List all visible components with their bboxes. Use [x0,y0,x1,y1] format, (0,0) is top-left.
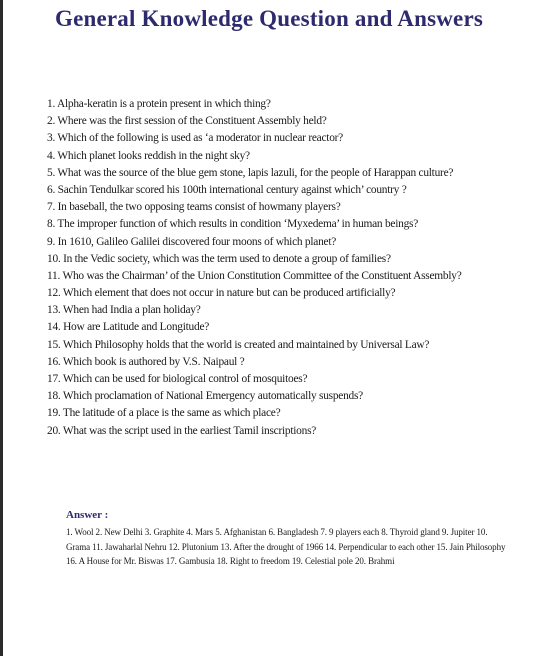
question-item: 20. What was the script used in the earliest Tamil inscriptions? [47,424,317,437]
question-item: 13. When had India a plan holiday? [47,304,201,317]
answer-text: 1. Wool 2. New Delhi 3. Graphite 4. Mars 5. Afghanistan 6. Bangladesh 7. 9 players each 8. Thyroid gland 9. Jupiter 10. Grama 11. Jawaharlal Nehru 12. Plutonium 13. After the drought of 1966 14. Perpendicular to each other 15. Jain Philosophy 16. A House for Mr. Biswas 17. Gambusia 18. Right to freedom 19. Celestial pole 20. Brahmi [66,527,506,566]
question-item: 18. Which proclamation of National Emergency automatically suspends? [47,390,363,403]
left-border-rule [0,0,3,656]
question-item: 6. Sachin Tendulkar scored his 100th international century against which’ country ? [47,183,407,196]
question-item: 2. Where was the first session of the Constituent Assembly held? [47,115,327,128]
question-item: 19. The latitude of a place is the same as which place? [47,407,281,420]
question-item: 4. Which planet looks reddish in the night sky? [47,149,250,162]
answer-heading: Answer : [66,509,109,521]
question-item: 14. How are Latitude and Longitude? [47,321,210,334]
question-item: 17. Which can be used for biological control of mosquitoes? [47,373,308,385]
question-item: 10. In the Vedic society, which was the term used to denote a group of families? [47,252,391,265]
question-list [47,96,527,440]
answer-section [66,508,506,569]
question-item: 11. Who was the Chairman’ of the Union Constitution Committee of the Constituent Assembly? [47,269,462,282]
question-item: 1. Alpha-keratin is a protein present in which thing? [47,98,271,110]
question-item: 9. In 1610, Galileo Galilei discovered four moons of which planet? [47,235,337,248]
question-item: 3. Which of the following is used as ‘a moderator in nuclear reactor? [47,132,343,145]
page-title: General Knowledge Question and Answers [54,6,483,31]
question-item: 16. Which book is authored by V.S. Naipaul ? [47,355,245,368]
question-item: 15. Which Philosophy holds that the world is created and maintained by Universal Law? [47,338,430,351]
question-item: 12. Which element that does not occur in nature but can be produced artificially? [47,287,396,300]
question-item: 8. The improper function of which results in condition ‘Myxedema’ in human beings? [47,218,419,231]
question-item: 7. In baseball, the two opposing teams consist of howmany players? [47,201,341,214]
question-item: 5. What was the source of the blue gem stone, lapis lazuli, for the people of Harappan culture? [47,166,454,179]
